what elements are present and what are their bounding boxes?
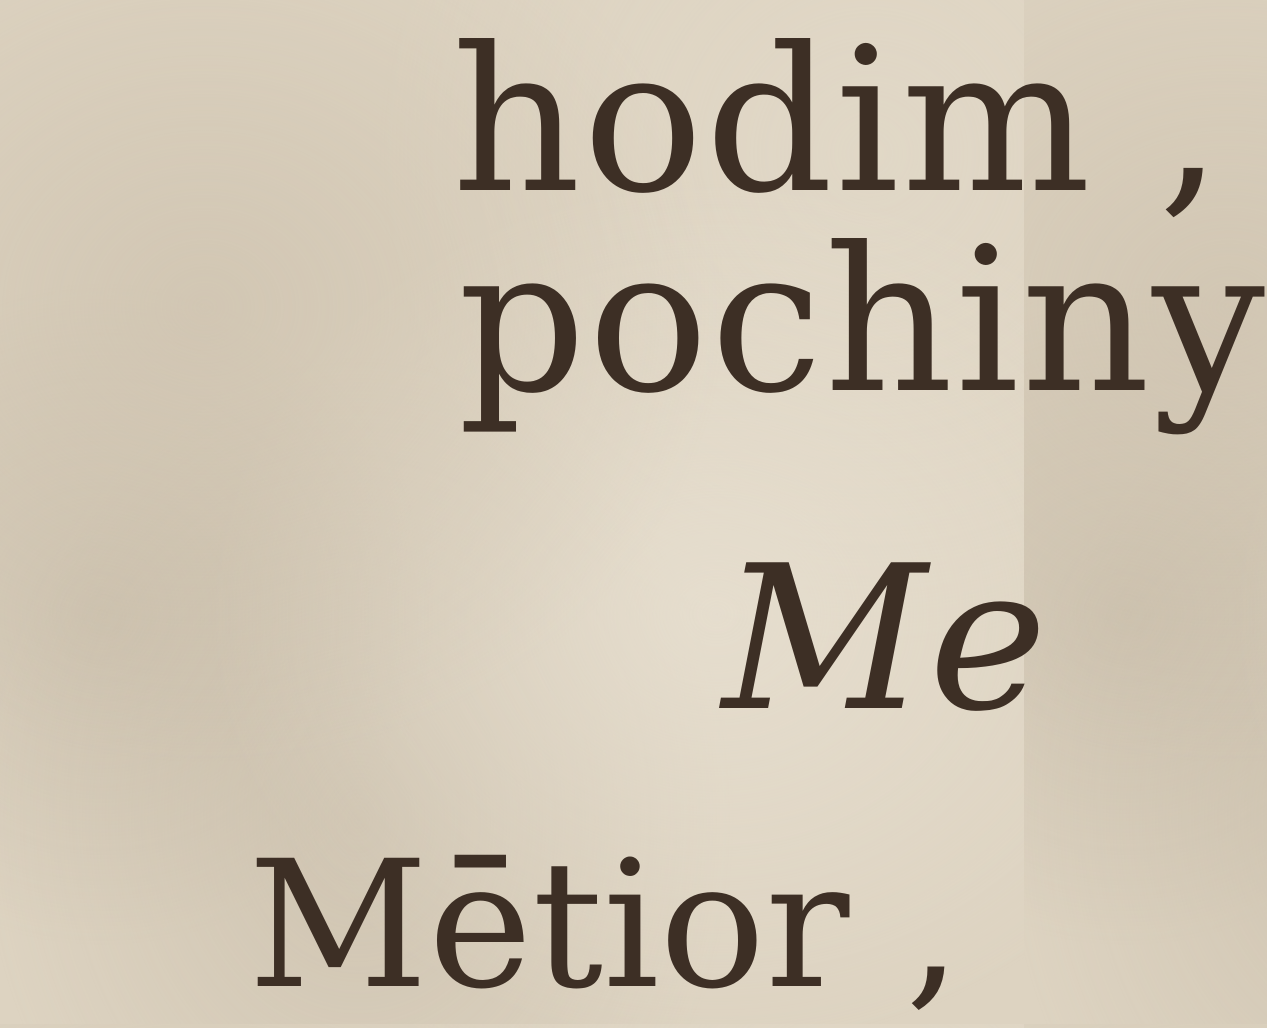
text-line-pochiny: pochiny [458,205,1267,438]
text-line-hodim: hodim , [452,5,1225,238]
heading-me-italic: Me [722,523,1050,756]
entry-metior: Mētior , [248,823,962,1028]
